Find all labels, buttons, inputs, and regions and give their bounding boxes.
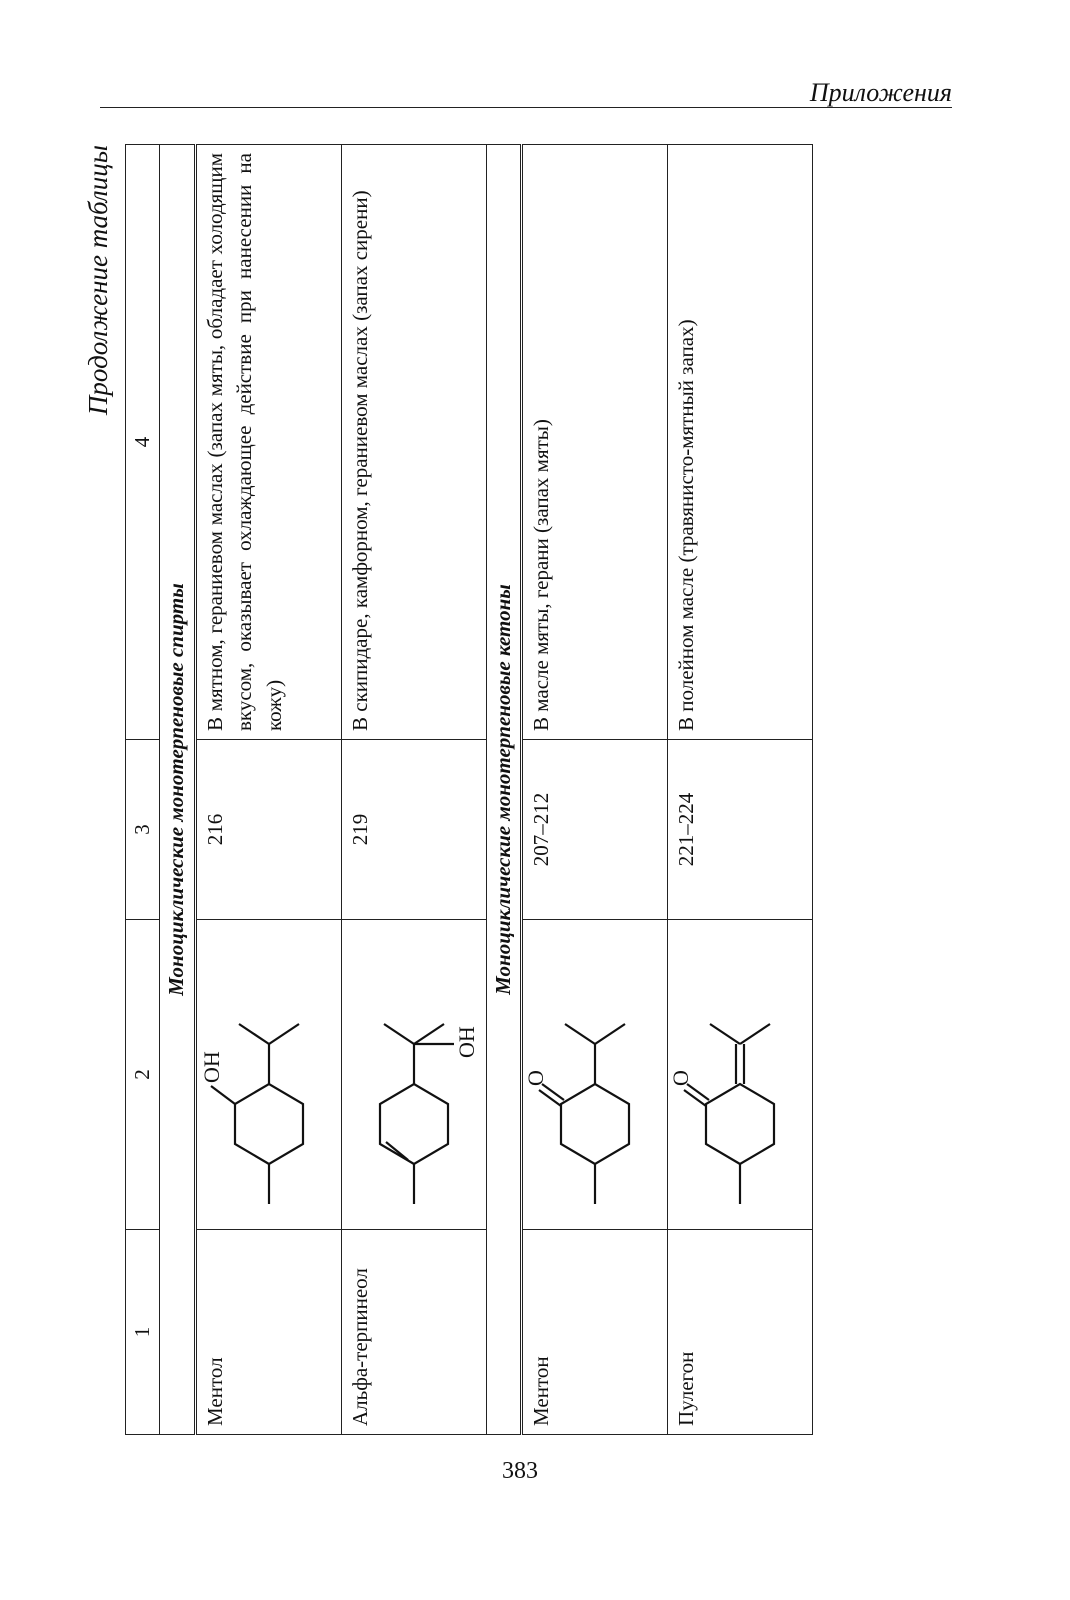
section-title: Моноциклические монотерпеновые кетоны — [486, 145, 521, 1435]
section-title: Моноциклические монотерпеновые спирты — [160, 145, 195, 1435]
boiling-point: 207–212 — [522, 740, 668, 920]
section-header-row — [160, 145, 195, 1435]
rotated-table-block — [83, 145, 915, 1435]
column-number: 3 — [126, 740, 160, 920]
structure-cell — [668, 920, 813, 1230]
boiling-point: 221–224 — [668, 740, 813, 920]
table-caption: Продолжение таблицы — [83, 145, 113, 416]
section-header-row — [486, 145, 521, 1435]
structure-label: O — [523, 1070, 549, 1087]
compound-name: Ментол — [195, 1230, 341, 1435]
structure-label: OH — [453, 1026, 479, 1059]
table-row — [195, 145, 341, 1435]
running-header: Приложения — [809, 78, 952, 107]
boiling-point: 216 — [195, 740, 341, 920]
compound-table — [125, 144, 813, 1435]
alpha-terpineol-structure — [350, 925, 478, 1225]
compound-name: Альфа-терпинеол — [341, 1230, 486, 1435]
menthol-structure — [198, 925, 333, 1225]
page-number: 383 — [502, 1458, 538, 1484]
column-number: 2 — [126, 920, 160, 1230]
boiling-point: 219 — [341, 740, 486, 920]
column-number: 1 — [126, 1230, 160, 1435]
structure-cell — [195, 920, 341, 1230]
description: В масле мяты, герани (запах мяты) — [522, 145, 668, 740]
table-row — [341, 145, 486, 1435]
structure-label: OH — [198, 1051, 224, 1084]
header-rule — [100, 107, 952, 108]
column-number-row — [126, 145, 160, 1435]
column-number: 4 — [126, 145, 160, 740]
pulegone-structure — [668, 925, 804, 1225]
compound-name: Ментон — [522, 1230, 668, 1435]
structure-label: O — [668, 1070, 694, 1087]
table-row — [522, 145, 668, 1435]
table-row — [668, 145, 813, 1435]
structure-cell — [522, 920, 668, 1230]
compound-name: Пулегон — [668, 1230, 813, 1435]
description: В скипидаре, камфорном, гераниевом маслах (запах сирени) — [341, 145, 486, 740]
description: В мятном, гераниевом маслах (запах мяты, обладает холодящим вкусом, оказывает охлаждающее действие при нанесении на кожу) — [195, 145, 341, 740]
description: В полейном масле (травянисто-мятный запах) — [668, 145, 813, 740]
structure-cell — [341, 920, 486, 1230]
menthone-structure — [523, 925, 659, 1225]
